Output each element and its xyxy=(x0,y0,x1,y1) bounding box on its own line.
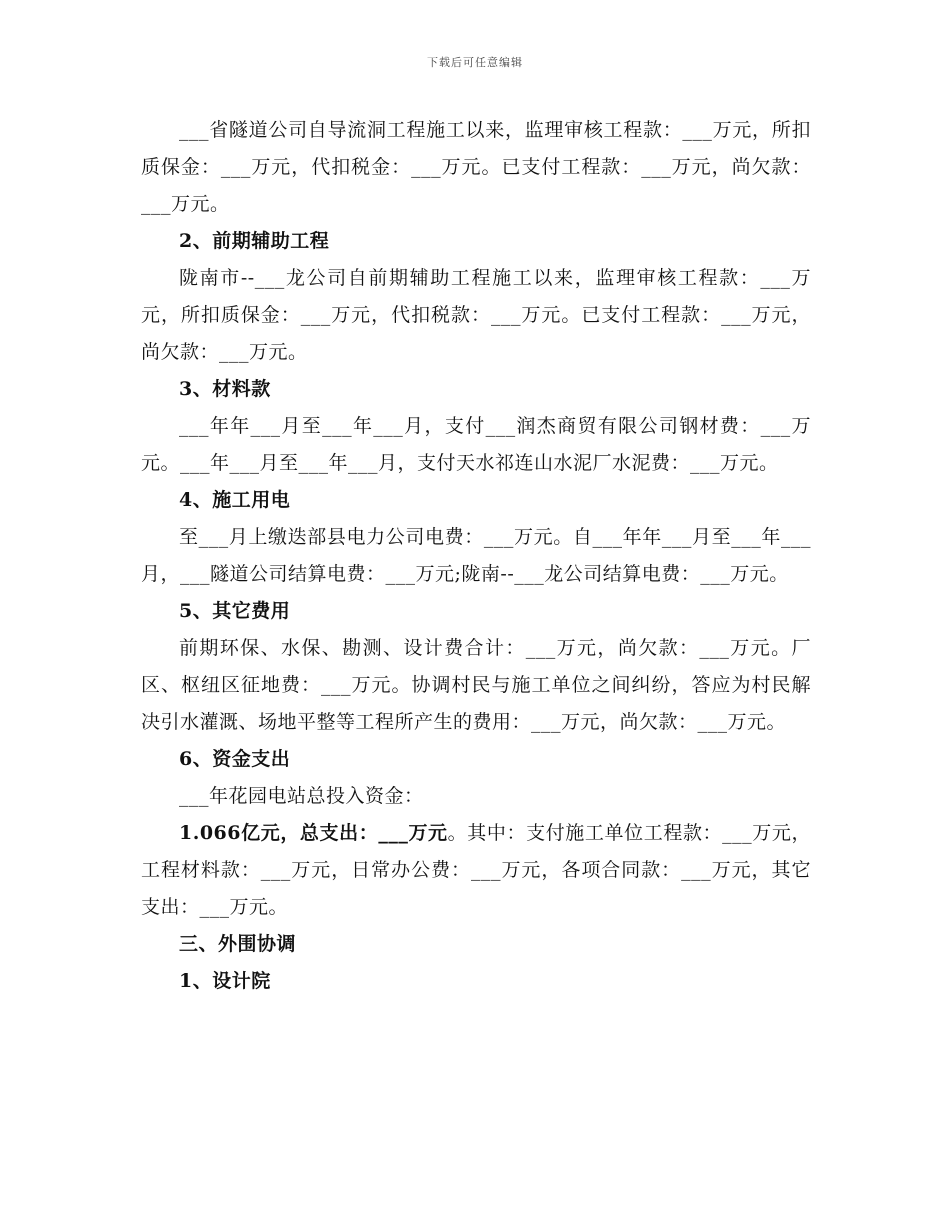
heading-preliminary-works: 2、前期辅助工程 xyxy=(179,230,330,252)
document-body xyxy=(141,112,811,1000)
expenditure-breakdown: 。其中：支付施工单位工程款：___万元，工程材料款：___万元，日常办公费：___万元，各项合同款：___万元，其它支出：___万元。 xyxy=(141,822,811,918)
heading-external-coordination: 三、外围协调 xyxy=(179,933,297,955)
heading-other-expenses: 5、其它费用 xyxy=(179,600,291,622)
paragraph-other-expenses: 前期环保、水保、勘测、设计费合计：___万元，尚欠款：___万元。厂区、枢纽区征地费：___万元。协调村民与施工单位之间纠纷，答应为村民解决引水灌溉、场地平整等工程所产生的费用：___万元，尚欠款：___万元。 xyxy=(141,637,811,733)
header-note: 下载后可任意编辑 xyxy=(427,56,523,69)
heading-construction-power: 4、施工用电 xyxy=(179,489,291,511)
paragraph-expenditure-detail xyxy=(141,815,811,926)
paragraph-tunnel-company: ___省隧道公司自导流洞工程施工以来，监理审核工程款：___万元，所扣质保金：___万元，代扣税金：___万元。已支付工程款：___万元，尚欠款：___万元。 xyxy=(141,119,811,215)
heading-fund-expenditure: 6、资金支出 xyxy=(179,748,291,770)
heading-design-institute: 1、设计院 xyxy=(179,970,271,992)
paragraph-construction-power: 至___月上缴迭部县电力公司电费：___万元。自___年年___月至___年___月，___隧道公司结算电费：___万元;陇南--___龙公司结算电费：___万元。 xyxy=(141,526,811,585)
paragraph-preliminary-works: 陇南市--___龙公司自前期辅助工程施工以来，监理审核工程款：___万元，所扣质保金：___万元，代扣税款：___万元。已支付工程款：___万元，尚欠款：___万元。 xyxy=(141,267,811,363)
paragraph-material-cost: ___年年___月至___年___月，支付___润杰商贸有限公司钢材费：___万元。___年___月至___年___月，支付天水祁连山水泥厂水泥费：___万元。 xyxy=(141,415,811,474)
paragraph-total-investment: ___年花园电站总投入资金： xyxy=(179,785,424,807)
heading-material-cost: 3、材料款 xyxy=(179,378,271,400)
expenditure-total-bold: 1.066亿元，总支出：___万元 xyxy=(179,822,448,844)
